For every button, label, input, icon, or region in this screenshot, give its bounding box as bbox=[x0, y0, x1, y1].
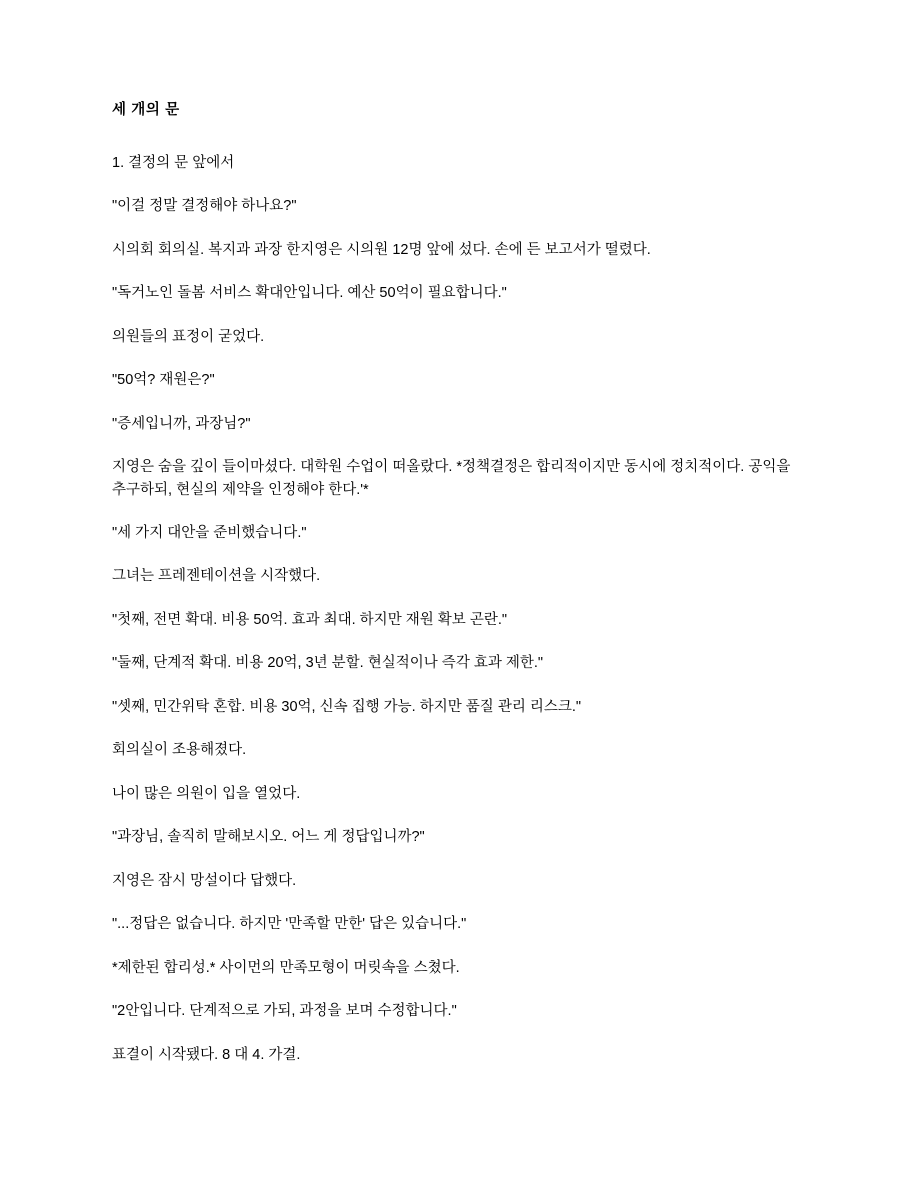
paragraph-dialogue-2: "독거노인 돌봄 서비스 확대안입니다. 예산 50억이 필요합니다." bbox=[112, 285, 507, 302]
paragraph-narration-8: *제한된 합리성.* 사이먼의 만족모형이 머릿속을 스쳤다. bbox=[112, 959, 460, 976]
paragraph-dialogue-4: "증세입니까, 과장님?" bbox=[112, 415, 251, 432]
paragraph-option-3: "셋째, 민간위탁 혼합. 비용 30억, 신속 집행 가능. 하지만 품질 관리 리스크." bbox=[112, 698, 582, 715]
document-body bbox=[112, 100, 806, 1066]
paragraph-narration-9: 표결이 시작됐다. 8 대 4. 가결. bbox=[112, 1046, 301, 1063]
paragraph-dialogue-6: "과장님, 솔직히 말해보시오. 어느 게 정답입니까?" bbox=[112, 829, 425, 846]
paragraph-section-heading: 1. 결정의 문 앞에서 bbox=[112, 154, 235, 171]
paragraph-option-1: "첫째, 전면 확대. 비용 50억. 효과 최대. 하지만 재원 확보 곤란." bbox=[112, 611, 508, 628]
paragraph-dialogue-3: "50억? 재원은?" bbox=[112, 372, 215, 389]
paragraph-narration-5: 회의실이 조용해졌다. bbox=[112, 742, 247, 759]
paragraph-narration-1: 시의회 회의실. 복지과 과장 한지영은 시의원 12명 앞에 섰다. 손에 든 보고서가 떨렸다. bbox=[112, 241, 651, 258]
paragraph-dialogue-1: "이걸 정말 결정해야 하나요?" bbox=[112, 198, 297, 215]
paragraph-narration-2: 의원들의 표정이 굳었다. bbox=[112, 328, 265, 345]
page-title: 세 개의 문 bbox=[112, 102, 180, 118]
paragraph-dialogue-8: "2안입니다. 단계적으로 가되, 과정을 보며 수정합니다." bbox=[112, 1003, 457, 1020]
paragraph-option-2: "둘째, 단계적 확대. 비용 20억, 3년 분할. 현실적이나 즉각 효과 제한." bbox=[112, 655, 544, 672]
paragraph-dialogue-5: "세 가지 대안을 준비했습니다." bbox=[112, 524, 307, 541]
paragraph-narration-7: 지영은 잠시 망설이다 답했다. bbox=[112, 872, 297, 889]
paragraph-narration-6: 나이 많은 의원이 입을 열었다. bbox=[112, 785, 301, 802]
paragraph-dialogue-7: "...정답은 없습니다. 하지만 '만족할 만한' 답은 있습니다." bbox=[112, 916, 467, 933]
paragraph-narration-3: 지영은 숨을 깊이 들이마셨다. 대학원 수업이 떠올랐다. *정책결정은 합리적이지만 동시에 정치적이다. 공익을 추구하되, 현실의 제약을 인정해야 한다.'* bbox=[112, 459, 791, 498]
paragraph-narration-4: 그녀는 프레젠테이션을 시작했다. bbox=[112, 568, 321, 585]
